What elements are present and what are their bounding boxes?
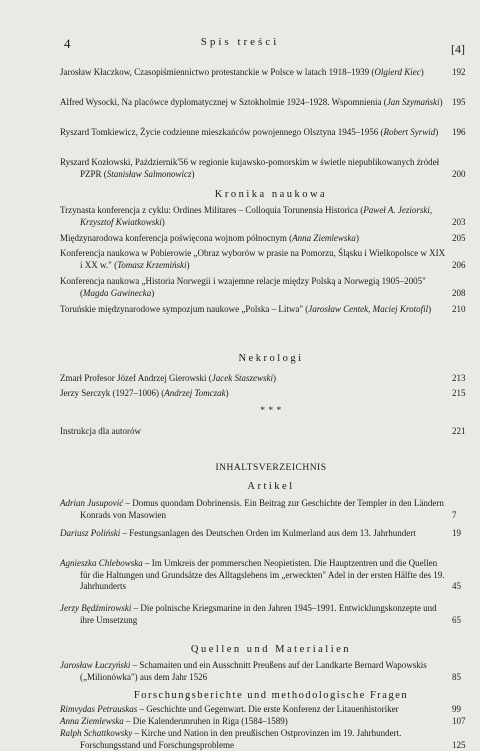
toc-entry: Zmarł Profesor Józef Andrzej Gierowski (Jacek Staszewski) 213 <box>60 373 466 383</box>
toc-entry: Rimvydas Petrauskas – Geschichte und Gegenwart. Die erste Konferenz der Litauenhistoriker 99 <box>60 704 461 714</box>
original-page-code: [4] <box>451 42 465 56</box>
section-title-quellen: Quellen und Materialien <box>190 644 352 655</box>
toc-entry: Konferencja naukowa „Historia Norwegii i wzajemne relacje między Polską a Norwegią 1905–2005" (Magda Gawinecka) 208 <box>60 276 466 298</box>
toc-entry: Adrian Jusupović – Domus quondam Dobrinensis. Ein Beitrag zur Geschichte der Templer in den Ländern Konrads von Masowien 7 <box>60 498 457 520</box>
toc-entry: Międzynarodowa konferencja poświęcona wojnom północnym (Anna Ziemlewska) 205 <box>60 233 466 243</box>
toc-entry: Trzynasta konferencja z cyklu: Ordines Militares – Colloquia Torunensia Historica (Paweł A. Jeziorski, Krzysztof Kwiatkowski) 203 <box>60 205 466 227</box>
toc-entry: Alfred Wysocki, Na placówce dyplomatycznej w Sztokholmie 1924–1928. Wspomnienia (Jan Szymański) 195 <box>60 97 466 107</box>
toc-entry: Konferencja naukowa w Pobierowie „Obraz wyborów w prasie na Pomorzu, Śląsku i Wielkopolsce w XIX i XX w." (Tomasz Krzemiński) 206 <box>60 248 466 270</box>
toc-entry: Anna Ziemlewska – Die Kalenderunruhen in Riga (1584–1589) 107 <box>60 716 466 726</box>
toc-entry: Ryszard Tomkiewicz, Życie codzienne mieszkańców powojennego Olsztyna 1945–1956 (Robert Syrwid) 196 <box>60 127 466 137</box>
running-header: Spis treści <box>200 36 280 48</box>
toc-entry: Toruńskie międzynarodowe sympozjum naukowe „Polska – Litwa" (Jarosław Centek, Maciej Krotofil) 210 <box>60 304 466 314</box>
section-divider-stars: * * * <box>260 406 282 416</box>
inhalt-heading: INHALTSVERZEICHNIS <box>215 463 327 473</box>
section-title-artikel: Artikel <box>247 481 295 492</box>
toc-entry: Instrukcja dla autorów 221 <box>60 426 466 436</box>
section-title-kronika: Kronika naukowa <box>214 189 328 200</box>
toc-entry: Jerzy Będźmirowski – Die polnische Kriegsmarine in den Jahren 1945–1991. Entwicklungskonzepte und ihre Umsetzung 65 <box>60 603 461 625</box>
toc-entry: Dariusz Poliński – Festungsanlagen des Deutschen Orden im Kulmerland aus dem 13. Jahrhundert 19 <box>60 528 461 538</box>
toc-entry: Ralph Schattkowsky – Kirche und Nation in den preußischen Ostprovinzen im 19. Jahrhundert. Forschungsstand und Forschungsprobleme 125 <box>60 728 466 750</box>
page-number: 4 <box>64 36 71 51</box>
toc-entry: Ryszard Kozłowski, Październik'56 w regionie kujawsko-pomorskim w świetle niepublikowanych źródeł PZPR (Stanisław Salmonowicz) 200 <box>60 157 466 179</box>
toc-entry: Jarosław Łuczyński – Schamaiten und ein Ausschnitt Preußens auf der Landkarte Bernard Wapowskis („Milionówka") aus dem Jahr 1526 85 <box>60 660 461 682</box>
section-title-forschung: Forschungsberichte und methodologische Fragen <box>133 690 409 701</box>
toc-entry: Jarosław Kłaczkow, Czasopiśmiennictwo protestanckie w Polsce w latach 1918–1939 (Olgierd Kiec) 192 <box>60 67 466 77</box>
section-title-nekrologi: Nekrologi <box>238 353 304 364</box>
toc-entry: Jerzy Serczyk (1927–1006) (Andrzej Tomczak) 215 <box>60 388 466 398</box>
toc-entry: Agnieszka Chlebowska – Im Umkreis der pommerschen Neopietisten. Die Hauptzentren und die Quellen für die Haltungen und Grundsätze des Alltagslebens im „erweckten" Adel in der ersten Hälfte des 19. Jahrhunderts 45 <box>60 558 461 591</box>
